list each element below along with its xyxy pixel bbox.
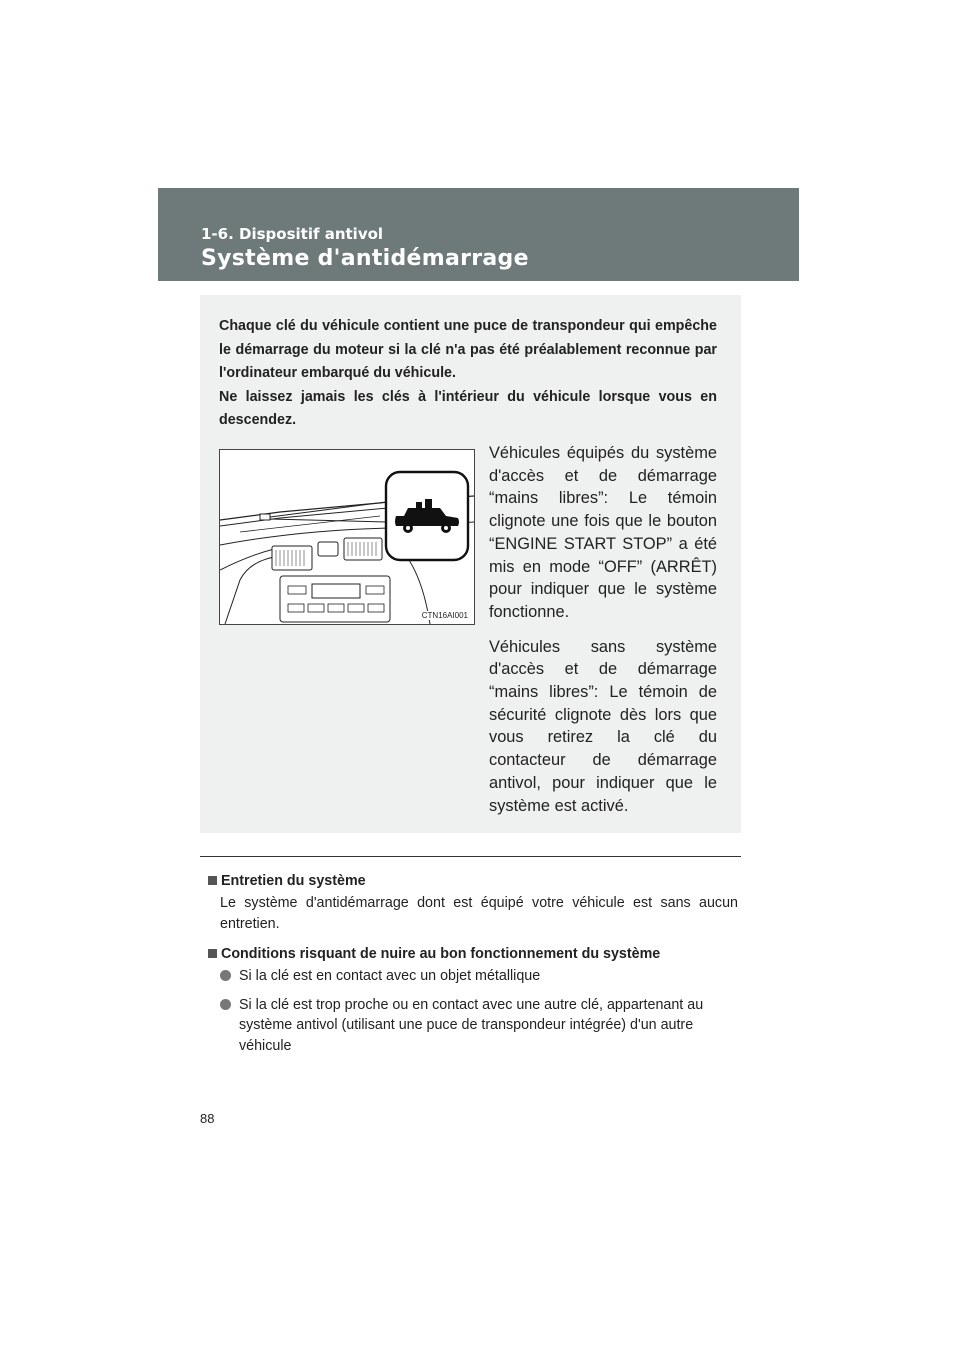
section-header-band bbox=[158, 188, 799, 281]
divider bbox=[200, 856, 741, 857]
note-heading-text: Entretien du système bbox=[221, 873, 366, 889]
list-item bbox=[220, 995, 738, 1057]
note-body-maintenance: Le système d'antidémarrage dont est équipé votre véhicule est sans aucun entretien. bbox=[220, 895, 738, 932]
intro-text bbox=[219, 315, 717, 433]
notes-section bbox=[208, 873, 738, 1064]
page-number: 88 bbox=[200, 1111, 215, 1126]
round-bullet-icon bbox=[220, 999, 231, 1010]
square-bullet-icon bbox=[208, 949, 217, 958]
note-heading-maintenance bbox=[208, 873, 738, 889]
list-item-text: Si la clé est trop proche ou en contact avec une autre clé, appartenant au système antivol (utilisant une puce de transpondeur intégrée) d'un autre véhicule bbox=[239, 996, 704, 1054]
list-item bbox=[220, 966, 738, 987]
intro-paragraph-2: Ne laissez jamais les clés à l'intérieur du véhicule lorsque vous en descendez. bbox=[219, 388, 717, 428]
round-bullet-icon bbox=[220, 970, 231, 981]
standard-key-description: Véhicules sans système d'accès et de démarrage “mains libres”: Le témoin de sécurité clignote dès lors que vous retirez la clé du contacteur de démarrage antivol, pour indiquer que le système est activé. bbox=[489, 637, 717, 815]
page-title: Système d'antidémarrage bbox=[201, 246, 529, 271]
info-box bbox=[200, 295, 741, 833]
intro-paragraph-1: Chaque clé du véhicule contient une puce de transpondeur qui empêche le démarrage du moteur si la clé n'a pas été préalablement reconnue par l'ordinateur embarqué du véhicule. bbox=[219, 318, 717, 381]
dashboard-drawing bbox=[220, 450, 474, 624]
description-column bbox=[489, 442, 717, 829]
dashboard-illustration bbox=[219, 449, 475, 625]
list-item-text: Si la clé est en contact avec un objet métallique bbox=[239, 968, 541, 984]
section-label: 1-6. Dispositif antivol bbox=[201, 225, 384, 243]
smart-key-description: Véhicules équipés du système d'accès et de démarrage “mains libres”: Le témoin clignote une fois que le bouton “ENGINE START STOP” a été mis en mode “OFF” (ARRÊT) pour indiquer que le système fonctionne. bbox=[489, 444, 717, 621]
figure-code: CTN16AI001 bbox=[421, 611, 468, 620]
square-bullet-icon bbox=[208, 876, 217, 885]
note-heading-text: Conditions risquant de nuire au bon fonctionnement du système bbox=[221, 946, 661, 962]
note-heading-conditions bbox=[208, 946, 738, 962]
